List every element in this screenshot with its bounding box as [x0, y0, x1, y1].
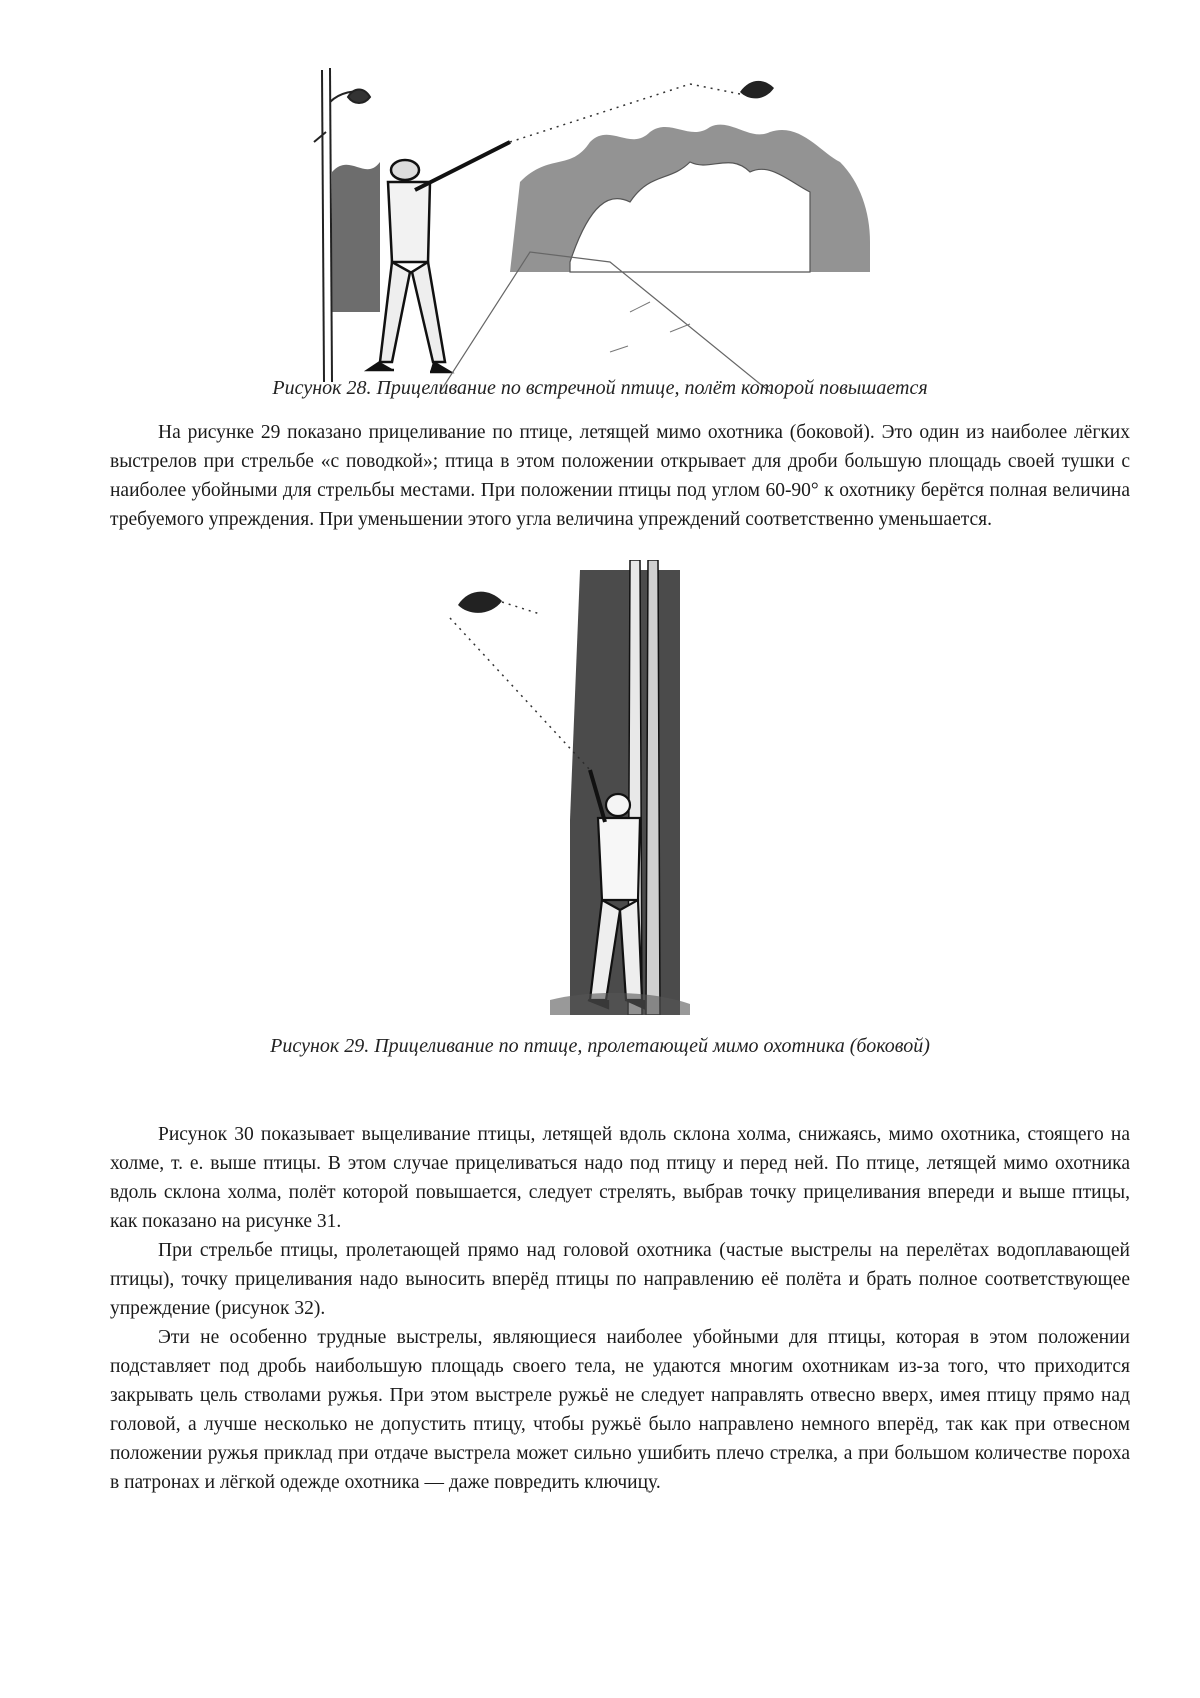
paragraph-figure-32: При стрельбе птицы, пролетающей прямо над головой охотника (частые выстрелы на перелётах водоплавающей птицы), точку прицеливания надо выносить вперёд птицы по направлению её полёта и брать полное соответствующее упреждение (рисунок 32). — [110, 1236, 1130, 1323]
figure-29-illustration — [430, 560, 750, 1015]
paragraph-figure-30-31: Рисунок 30 показывает выцеливание птицы, летящей вдоль склона холма, снижаясь, мимо охотника, стоящего на холме, т. е. выше птицы. В этом случае прицеливаться надо под птицу и перед ней. По птице, летящей мимо охотника вдоль склона холма, полёт которой повышается, следует стрелять, выбрав точку прицеливания впереди и выше птицы, как показано на рисунке 31. — [110, 1120, 1130, 1236]
figure-28-caption: Рисунок 28. Прицеливание по встречной птице, полёт которой повышается — [0, 377, 1200, 400]
paragraph-overhead-shots: Эти не особенно трудные выстрелы, являющиеся наиболее убойными для птицы, которая в этом положении подставляет под дробь наибольшую площадь своего тела, не удаются многим охотникам из-за того, что приходится закрывать цель стволами ружья. При этом выстреле ружьё не следует направлять отвесно вверх, имея птицу прямо над головой, а лучше несколько не допустить птицу, чтобы ружьё было направлено немного вперёд, так как при отвесном положении ружья приклад при отдаче выстрела может сильно ушибить плечо стрелка, а при большом количестве пороха в патронах и лёгкой одежде охотника — даже повредить ключицу. — [110, 1323, 1130, 1497]
figure-28-illustration — [310, 62, 910, 402]
paragraph-figure-29-intro: На рисунке 29 показано прицеливание по птице, летящей мимо охотника (боковой). Это один из наиболее лёгких выстрелов при стрельбе «с поводкой»; птица в этом положении открывает для дроби большую площадь своей тушки с наиболее убойными для стрельбы местами. При положении птицы под углом 60-90° к охотнику берётся полная величина требуемого упреждения. При уменьшении этого угла величина упреждений соответственно уменьшается. — [110, 418, 1130, 534]
figure-29-caption: Рисунок 29. Прицеливание по птице, пролетающей мимо охотника (боковой) — [0, 1035, 1200, 1058]
